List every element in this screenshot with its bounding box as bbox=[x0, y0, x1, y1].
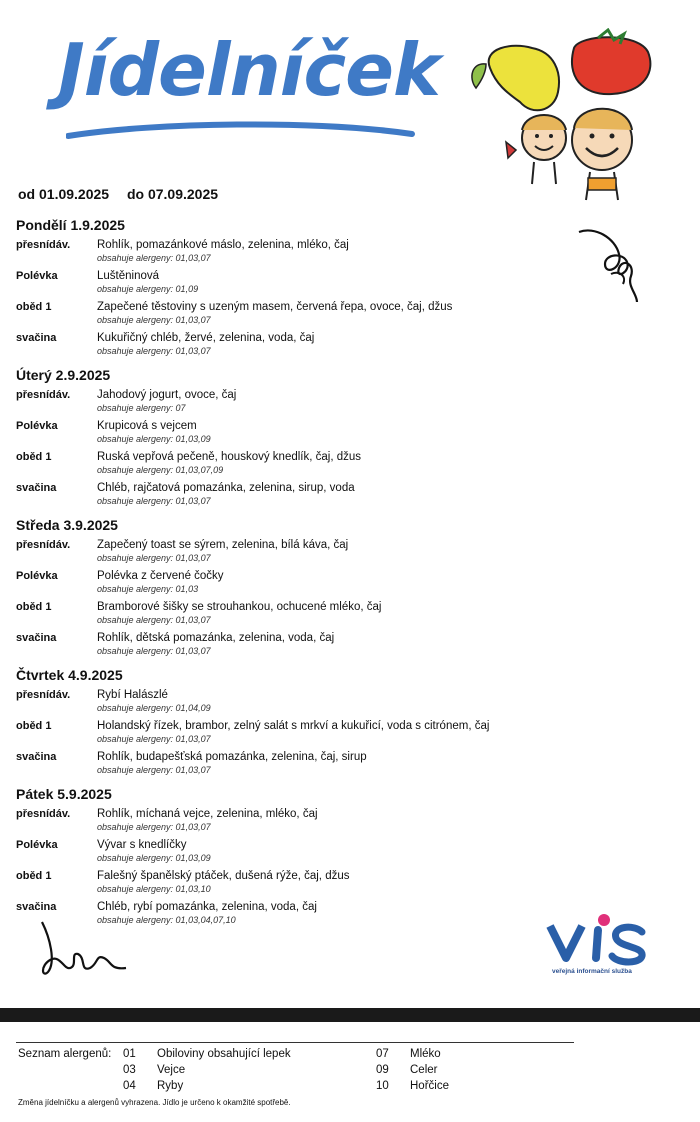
meal-allergens: obsahuje alergeny: 01,09 bbox=[97, 284, 199, 294]
meal-label: přesnídáv. bbox=[16, 389, 71, 401]
meal-label: svačina bbox=[16, 332, 57, 344]
meal-body bbox=[97, 450, 576, 481]
meal-body bbox=[97, 688, 576, 719]
meal-label: oběd 1 bbox=[16, 301, 52, 313]
meal-entry bbox=[16, 807, 576, 838]
period-to: do 07.09.2025 bbox=[126, 186, 219, 202]
day-title: Úterý 2.9.2025 bbox=[16, 367, 111, 383]
meal-entry bbox=[16, 538, 576, 569]
meal-description: Ruská vepřová pečeně, houskový knedlík, čaj, džus bbox=[97, 451, 362, 463]
meal-description: Kukuřičný chléb, žervé, zelenina, voda, čaj bbox=[97, 332, 315, 344]
title-underline-swoosh bbox=[66, 120, 416, 144]
meal-label: svačina bbox=[16, 901, 57, 913]
allergen-name: Celer bbox=[410, 1064, 438, 1076]
meal-description: Chléb, rybí pomazánka, zelenina, voda, čaj bbox=[97, 901, 317, 913]
meal-entry bbox=[16, 450, 576, 481]
meal-body bbox=[97, 719, 576, 750]
footer-note: Změna jídelníčku a alergenů vyhrazena. Jídlo je určeno k okamžité spotřebě. bbox=[18, 1098, 291, 1107]
meal-allergens: obsahuje alergeny: 01,03,07 bbox=[97, 496, 211, 506]
meal-label: přesnídáv. bbox=[16, 808, 71, 820]
page-title: Jídelníček bbox=[58, 28, 440, 112]
meal-label: svačina bbox=[16, 751, 57, 763]
meal-entry bbox=[16, 569, 576, 600]
meal-label: Polévka bbox=[16, 420, 58, 432]
allergen-code: 07 bbox=[376, 1048, 389, 1060]
meal-description: Falešný španělský ptáček, dušená rýže, čaj, džus bbox=[97, 870, 350, 882]
meal-body bbox=[97, 238, 576, 269]
meal-entry bbox=[16, 388, 576, 419]
day-title: Pátek 5.9.2025 bbox=[16, 786, 112, 802]
meal-entry bbox=[16, 719, 576, 750]
meal-label: svačina bbox=[16, 632, 57, 644]
day-section bbox=[16, 216, 576, 362]
meal-entry bbox=[16, 269, 576, 300]
meal-allergens: obsahuje alergeny: 01,03,07 bbox=[97, 822, 211, 832]
meal-entry bbox=[16, 631, 576, 662]
footer-divider-bar bbox=[0, 1008, 700, 1022]
meal-allergens: obsahuje alergeny: 01,03,04,07,10 bbox=[97, 915, 236, 925]
meal-allergens: obsahuje alergeny: 01,03,07 bbox=[97, 646, 211, 656]
meal-allergens: obsahuje alergeny: 07 bbox=[97, 403, 186, 413]
meal-entry bbox=[16, 688, 576, 719]
allergen-code: 09 bbox=[376, 1064, 389, 1076]
day-title: Čtvrtek 4.9.2025 bbox=[16, 667, 123, 683]
period-from: od 01.09.2025 bbox=[18, 186, 110, 202]
meal-description: Zapečené těstoviny s uzeným masem, červená řepa, ovoce, čaj, džus bbox=[97, 301, 453, 313]
meal-allergens: obsahuje alergeny: 01,04,09 bbox=[97, 703, 211, 713]
signature-bottom bbox=[40, 918, 130, 978]
meal-description: Bramborové šišky se strouhankou, ochucené mléko, čaj bbox=[97, 601, 382, 613]
meal-entry bbox=[16, 300, 576, 331]
meal-entry bbox=[16, 419, 576, 450]
meal-allergens: obsahuje alergeny: 01,03,07,09 bbox=[97, 465, 224, 475]
meal-body bbox=[97, 538, 576, 569]
meal-label: Polévka bbox=[16, 270, 58, 282]
meal-entry bbox=[16, 600, 576, 631]
meal-description: Rohlík, budapešťská pomazánka, zelenina, čaj, sirup bbox=[97, 751, 367, 763]
meal-body bbox=[97, 631, 576, 662]
meal-description: Rybí Halászlé bbox=[97, 689, 168, 701]
meal-description: Zapečený toast se sýrem, zelenina, bílá káva, čaj bbox=[97, 539, 349, 551]
meal-body bbox=[97, 900, 576, 931]
meal-body bbox=[97, 869, 576, 900]
meal-label: přesnídáv. bbox=[16, 689, 71, 701]
meal-body bbox=[97, 300, 576, 331]
meal-label: Polévka bbox=[16, 839, 58, 851]
meal-label: Polévka bbox=[16, 570, 58, 582]
day-title: Středa 3.9.2025 bbox=[16, 517, 118, 533]
meal-body bbox=[97, 331, 576, 362]
meal-description: Rohlík, dětská pomazánka, zelenina, voda, čaj bbox=[97, 632, 335, 644]
allergen-code: 03 bbox=[123, 1064, 136, 1076]
allergen-name: Vejce bbox=[157, 1064, 186, 1076]
meal-allergens: obsahuje alergeny: 01,03,07 bbox=[97, 346, 211, 356]
allergen-name: Obiloviny obsahující lepek bbox=[157, 1048, 291, 1060]
allergen-code: 01 bbox=[123, 1048, 136, 1060]
allergen-name: Ryby bbox=[157, 1080, 184, 1092]
meal-allergens: obsahuje alergeny: 01,03,07 bbox=[97, 315, 211, 325]
meal-allergens: obsahuje alergeny: 01,03,09 bbox=[97, 434, 211, 444]
weekly-menu bbox=[16, 216, 576, 935]
meal-label: přesnídáv. bbox=[16, 239, 71, 251]
day-section bbox=[16, 785, 576, 931]
vis-logo-subtitle: veřejná informační služba bbox=[552, 968, 632, 975]
meal-entry bbox=[16, 869, 576, 900]
meal-body bbox=[97, 419, 576, 450]
allergen-code: 04 bbox=[123, 1080, 136, 1092]
meal-description: Luštěninová bbox=[97, 270, 160, 282]
meal-body bbox=[97, 388, 576, 419]
meal-label: oběd 1 bbox=[16, 720, 52, 732]
meal-description: Jahodový jogurt, ovoce, čaj bbox=[97, 389, 237, 401]
day-section bbox=[16, 366, 576, 512]
meal-body bbox=[97, 600, 576, 631]
kids-fruit-illustration bbox=[462, 28, 652, 208]
allergen-legend-label: Seznam alergenů: bbox=[18, 1048, 112, 1060]
meal-allergens: obsahuje alergeny: 01,03,07 bbox=[97, 553, 211, 563]
meal-body bbox=[97, 569, 576, 600]
meal-entry bbox=[16, 838, 576, 869]
day-section bbox=[16, 516, 576, 662]
meal-body bbox=[97, 750, 576, 781]
footer-rule bbox=[16, 1042, 574, 1043]
allergen-code: 10 bbox=[376, 1080, 389, 1092]
allergen-name: Mléko bbox=[410, 1048, 441, 1060]
menu-period bbox=[18, 186, 232, 202]
day-section bbox=[16, 666, 576, 781]
meal-label: oběd 1 bbox=[16, 870, 52, 882]
meal-body bbox=[97, 481, 576, 512]
meal-description: Rohlík, míchaná vejce, zelenina, mléko, čaj bbox=[97, 808, 318, 820]
meal-entry bbox=[16, 750, 576, 781]
meal-allergens: obsahuje alergeny: 01,03 bbox=[97, 584, 199, 594]
meal-allergens: obsahuje alergeny: 01,03,07 bbox=[97, 734, 211, 744]
meal-label: přesnídáv. bbox=[16, 539, 71, 551]
meal-label: oběd 1 bbox=[16, 601, 52, 613]
day-title: Pondělí 1.9.2025 bbox=[16, 217, 125, 233]
signature-stamp-top bbox=[575, 224, 645, 306]
meal-description: Chléb, rajčatová pomazánka, zelenina, sirup, voda bbox=[97, 482, 355, 494]
meal-entry bbox=[16, 238, 576, 269]
meal-description: Vývar s knedlíčky bbox=[97, 839, 187, 851]
meal-description: Holandský řízek, brambor, zelný salát s mrkví a kukuřicí, voda s citrónem, čaj bbox=[97, 720, 490, 732]
meal-body bbox=[97, 807, 576, 838]
meal-allergens: obsahuje alergeny: 01,03,10 bbox=[97, 884, 211, 894]
meal-description: Polévka z červené čočky bbox=[97, 570, 224, 582]
meal-allergens: obsahuje alergeny: 01,03,09 bbox=[97, 853, 211, 863]
meal-body bbox=[97, 838, 576, 869]
meal-description: Krupicová s vejcem bbox=[97, 420, 197, 432]
meal-allergens: obsahuje alergeny: 01,03,07 bbox=[97, 615, 211, 625]
meal-entry bbox=[16, 331, 576, 362]
meal-body bbox=[97, 269, 576, 300]
meal-description: Rohlík, pomazánkové máslo, zelenina, mléko, čaj bbox=[97, 239, 349, 251]
meal-entry bbox=[16, 481, 576, 512]
meal-allergens: obsahuje alergeny: 01,03,07 bbox=[97, 253, 211, 263]
allergen-name: Hořčice bbox=[410, 1080, 449, 1092]
meal-label: oběd 1 bbox=[16, 451, 52, 463]
header-title-block bbox=[58, 28, 440, 148]
meal-allergens: obsahuje alergeny: 01,03,07 bbox=[97, 765, 211, 775]
meal-label: svačina bbox=[16, 482, 57, 494]
